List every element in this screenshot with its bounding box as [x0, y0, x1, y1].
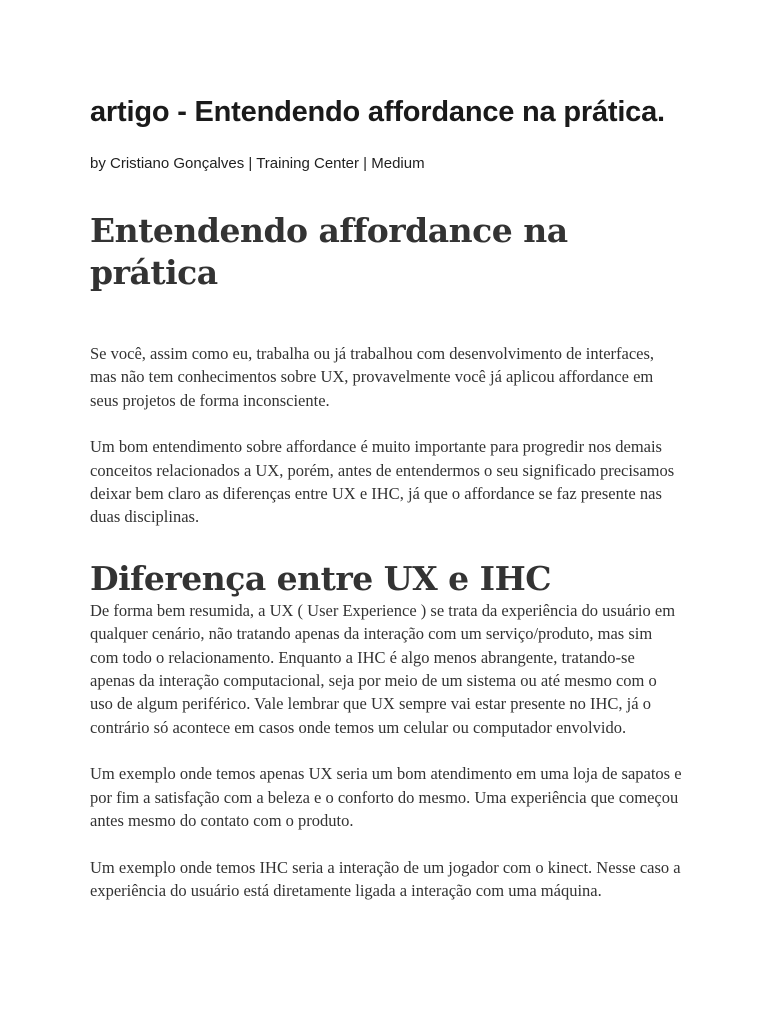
- intro-paragraph-1: Se você, assim como eu, trabalha ou já trabalhou com desenvolvimento de interfaces, mas não tem conhecimentos sobre UX, provavelmente você já aplicou affordance em seus projetos de forma inconsciente.: [90, 344, 655, 410]
- section-paragraph-1: De forma bem resumida, a UX ( User Experience ) se trata da experiência do usuário em qualquer cenário, não tratando apenas da interação com um serviço/produto, mas sim com todo o relacionamento. Enquanto a IHC é algo menos abrangente, tratando-se apenas da interação computacional, seja por meio de um sistema ou até mesmo com o uso de algum periférico. Vale lembrar que UX sempre vai estar presente no IHC, já o contrário só acontece em casos onde temos um celular ou computador envolvido.: [90, 600, 676, 737]
- byline: by Cristiano Gonçalves | Training Center | Medium: [90, 155, 425, 172]
- intro-paragraph-2: Um bom entendimento sobre affordance é muito importante para progredir nos demais conceitos relacionados a UX, porém, antes de entendermos o seu significado precisamos deixar bem claro as diferenças entre UX e IHC, já que o affordance se faz presente nas duas disciplinas.: [90, 437, 675, 527]
- document-title: artigo - Entendendo affordance na prática.: [90, 96, 665, 128]
- document-page: [90, 94, 682, 902]
- section-paragraph-2: Um exemplo onde temos apenas UX seria um bom atendimento em uma loja de sapatos e por fim a satisfação com a beleza e o conforto do mesmo. Uma experiência que começou antes mesmo do contato com o produto.: [90, 764, 682, 831]
- section-heading: Diferença entre UX e IHC: [90, 558, 552, 598]
- section-paragraph-3: Um exemplo onde temos IHC seria a interação de um jogador com o kinect. Nesse caso a experiência do usuário está diretamente ligada a interação com uma máquina.: [90, 857, 681, 900]
- article-title: Entendendo affordance na prática: [90, 211, 568, 292]
